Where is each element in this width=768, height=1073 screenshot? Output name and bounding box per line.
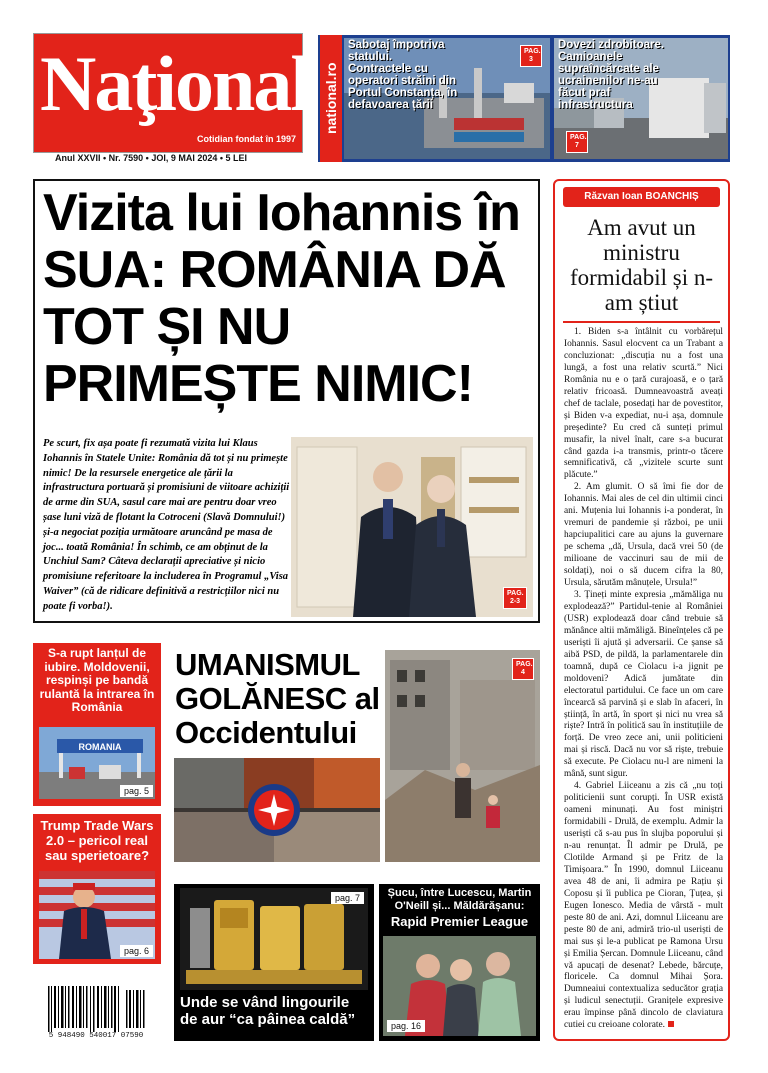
sport-pag: pag. 16 xyxy=(387,1020,425,1032)
trump-story[interactable] xyxy=(33,814,161,964)
romania-sign: ROMANIA xyxy=(78,742,122,752)
column-body xyxy=(564,327,723,1032)
newspaper-logo[interactable]: Naţional xyxy=(40,40,311,127)
main-headline[interactable]: Vizita lui Iohannis în SUA: ROMÂNIA DĂ TOT ȘI NU PRIMEȘTE NIMIC! xyxy=(43,184,520,413)
sport-headline[interactable]: Rapid Premier League xyxy=(390,914,529,929)
sport-story[interactable] xyxy=(379,884,540,1041)
trump-photo[interactable] xyxy=(39,871,155,959)
column-author: Răzvan Ioan BOANCHIȘ xyxy=(563,187,720,207)
ruins-photo[interactable] xyxy=(385,650,540,862)
barcode-bars xyxy=(42,984,150,1032)
masthead[interactable] xyxy=(33,33,311,153)
barcode-number: 5 948490 540017 07590 xyxy=(42,1032,150,1040)
main-story[interactable] xyxy=(33,179,540,623)
opinion-column[interactable] xyxy=(553,179,730,1041)
moldovans-pag: pag. 5 xyxy=(120,785,153,797)
top-teaser-strip xyxy=(318,35,730,162)
teaser-port-text[interactable]: Sabotaj împotriva statului. Contractele cu operatori străini din Portul Constanța, în defavoarea țării xyxy=(348,39,458,111)
war-collage[interactable] xyxy=(174,758,380,862)
column-paragraph: 3. Țineți minte expresia „mămăliga nu explodează?” Partidul-tenie al României (USR) explodează doar când trebuie să mănânce altii mămăligă. Bineînțeles că pe useriști îi ajută și adversarii. Ce șanse să aibă PSD, de pildă, la parlamentarele din toamnă, după ce Ciolacu i-a jignit pe moldoveni? Adică jumătate din electoratul partidului. Ce face un om care încearcă să parvină și e slab în afaceri, în știință, în artă, în sport și nici nu vrea să riște? Intră în politică sau în instituțiile de forță. De vreo zece ani, unii politicieni mai și riscă. Dacă nu vor să riște, trebuie să execute. Pe Ciolacu nu-l are nimeni la mână, sunt sigur. xyxy=(564,589,723,780)
iohannis-biden-photo[interactable] xyxy=(291,437,533,617)
teaser-port-pag: PAG. 3 xyxy=(520,45,542,67)
gold-story[interactable] xyxy=(174,884,374,1041)
moldovans-story[interactable] xyxy=(33,643,161,806)
war-collage-illustration xyxy=(174,758,380,862)
tagline: Cotidian fondat în 1997 xyxy=(196,134,296,144)
border-photo[interactable] xyxy=(39,727,155,799)
trump-headline[interactable]: Trump Trade Wars 2.0 – pericol real sau sperietoare? xyxy=(40,818,154,863)
end-mark xyxy=(668,1021,674,1027)
issue-line: Anul XXVII • Nr. 7590 • JOI, 9 MAI 2024 • 5 LEI xyxy=(55,153,248,163)
column-paragraph: 2. Am glumit. O să îmi fie dor de Iohannis. Mai ales de cel din ultimii cinci ani. Muțenia lui Iohannis i-a ponderat, în vremuri de pandemie și război, pe unii hapciupalitici care au ajuns la guvernare pe schema „dă, Ursula, dacă vrei 50 (de milioane de vaccinuri sau de mii de soldați), noi o să ducem cifra la 80, Ursula, sărutăm mânuțele, Ursula!” xyxy=(564,482,723,589)
umanismul-pag: PAG. 4 xyxy=(512,658,534,680)
sport-kicker: Șucu, între Lucescu, Martin O'Neill și... Măldărășanu: xyxy=(387,887,532,912)
moldovans-headline[interactable]: S-a rupt lanțul de iubire. Moldovenii, respinși pe bandă rulantă la intrarea în România xyxy=(39,646,155,714)
main-story-pag: PAG. 2-3 xyxy=(503,587,527,609)
barcode xyxy=(42,984,150,1044)
main-lead: Pe scurt, fix așa poate fi rezumată vizita lui Klaus Iohannis în Statele Unite: România dă tot și nu primește nimic! De la resursele energetice ale țării la infrastructura portuară și promisiuni de viitoare achiziții de arme din SUA, sasul care mai are pentru doar vreo șase luni viză de flotant la Cotroceni (Slavă Domnului!) și-a negociat poziția următoare aruncând pe masa de joc... toată România! În schimb, ce am obținut de la Unchiul Sam? Câteva declarații apreciative și nicio promisiune referitoare la includerea în Programul „Visa Waiver” (că de ridicare definitivă a restricțiilor nici nu poate fi vorba!). xyxy=(43,438,290,612)
column-divider xyxy=(563,321,720,323)
column-title[interactable]: Am avut un ministru formidabil și n-am știut xyxy=(569,215,714,315)
coaches-photo[interactable] xyxy=(383,936,536,1036)
gold-headline[interactable]: Unde se vând lingourile de aur “ca pâinea caldă” xyxy=(180,994,356,1028)
oval-office-illustration xyxy=(291,437,533,617)
teaser-trucks-pag: PAG. 7 xyxy=(566,131,588,153)
gold-pag: pag. 7 xyxy=(331,892,364,904)
trump-pag: pag. 6 xyxy=(120,945,153,957)
site-url[interactable]: national.ro xyxy=(320,35,342,162)
column-paragraph: 1. Biden s-a întâlnit cu vorbărețul Iohannis. Sasul elocvent ca un Trabant a concluzionat: „discuția nu a fost una lungă, a fost una relativ scurtă.” Nici România nu e o țară curajoasă, e o țară relativ fricoasă. Dumneavoastră aveați chef de taclale, posedați har de povestitor, și Biden v-a expediat, nu-i așa, domnule președinte? Eu cred că sunteți primul musafir, la nivel înalt, care s-a bucurat când gazda i-a transmis, printr-o tăcere semnificativă, că „vizitele scurte sunt plăcute.” xyxy=(564,327,723,481)
gold-bars-photo[interactable] xyxy=(180,888,368,990)
teaser-trucks-text[interactable]: Dovezi zdrobitoare. Camioanele supraîncărcate ale ucrainenilor ne-au făcut praf infrastructura xyxy=(558,39,665,111)
column-paragraph xyxy=(564,781,723,1032)
umanismul-headline[interactable]: UMANISMUL GOLĂNESC al Occidentului xyxy=(175,647,380,750)
column-paragraph-text: 4. Gabriel Liiceanu a zis că „nu toți politicienii sunt corupți. În USR există oameni minunați. Au fost miniștri formidabili - Drulă, de exemplu. Admir la useriști că s-au pus în slujba poporului și n-au renunțat. Îl admir pe Drulă, pe Clotilde Armand și pe Fritz de la Timișoara.” În 1990, domnul Liiceanu avea 48 de ani, îi admira pe Rațiu și Coposu și îi publica pe Cioran, Țuțea, și Eugen Ionesco. Media de vârstă - mult peste 80 de ani. Azi, domnul Liiceanu are peste 80 de ani, admiră trio-ul useriști de mai sus și le-a publicat pe Ramona Ursu și Emilia Șercan. Domnule Liiceanu, când vă apucați de desenat? Lebede, bărcuțe, floricele. Ca domnul Mihai Șora. Dumneaiui contextualiza seducător grația și ludicul senectuții. Granițele expresive erau împinse până dincolo de claviatura cutiei cu creioane colorate. xyxy=(564,781,723,1031)
ruins-illustration xyxy=(385,650,540,862)
